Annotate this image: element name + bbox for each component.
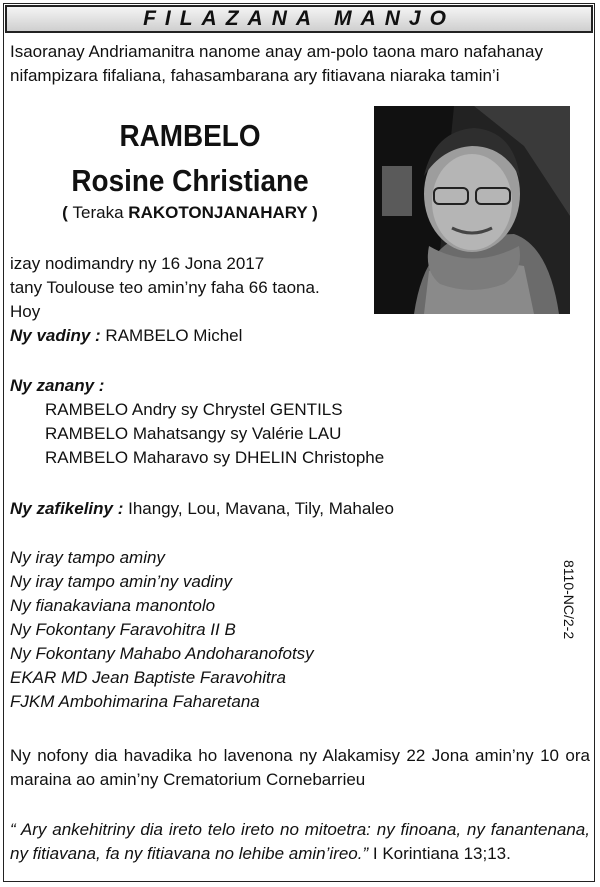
- deceased-given-names: Rosine Christiane: [71, 163, 309, 198]
- family-item: EKAR MD Jean Baptiste Faravohitra: [10, 668, 286, 687]
- hoy-label: Hoy: [10, 302, 41, 321]
- child-item: RAMBELO Mahatsangy sy Valérie LAU: [45, 424, 342, 443]
- grandchildren-line: Ny zafikeliny : Ihangy, Lou, Mavana, Tily, Mahaleo: [10, 499, 394, 518]
- deceased-surname: RAMBELO: [119, 118, 261, 153]
- death-date: izay nodimandry ny 16 Jona 2017: [10, 254, 265, 273]
- family-item: Ny fianakaviana manontolo: [10, 596, 216, 615]
- children-section: [10, 374, 384, 470]
- family-item: Ny iray tampo aminy: [10, 548, 165, 567]
- family-item: Ny iray tampo amin’ny vadiny: [10, 572, 233, 591]
- maiden-name: ( Teraka RAKOTONJANAHARY ): [62, 203, 318, 222]
- bible-verse: “ Ary ankehitriny dia ireto telo ireto no mitoetra: ny finoana, ny fanantenana, ny fitiavana, fa ny fitiavana no lehibe amin’ireo.” I Korintiana 13;13.: [10, 820, 590, 863]
- family-item: Ny Fokontany Mahabo Andoharanofotsy: [10, 644, 314, 663]
- spouse-line: Ny vadiny : RAMBELO Michel: [10, 326, 243, 345]
- intro-text: Isaoranay Andriamanitra nanome anay am-polo taona maro nafahanay nifampizara fifaliana, fahasambarana ary fitiavana niaraka tamin’i: [10, 42, 544, 85]
- children-label: Ny zanany :: [10, 376, 105, 395]
- child-item: RAMBELO Maharavo sy DHELIN Christophe: [45, 448, 385, 467]
- notice-header: [5, 5, 593, 33]
- families-list: [10, 546, 314, 714]
- deceased-portrait: [374, 106, 570, 314]
- funeral-info: Ny nofony dia havadika ho lavenona ny Alakamisy 22 Jona amin’ny 10 ora maraina ao amin’ny Crematorium Cornebarrieu: [10, 746, 590, 789]
- child-item: RAMBELO Andry sy Chrystel GENTILS: [45, 400, 343, 419]
- notice-title: FILAZANA MANJO: [143, 7, 455, 30]
- family-item: FJKM Ambohimarina Faharetana: [10, 692, 260, 711]
- reference-code: 8110-NC/2-2: [561, 560, 577, 640]
- death-info: [10, 252, 320, 348]
- family-item: Ny Fokontany Faravohitra II B: [10, 620, 236, 639]
- death-place: tany Toulouse teo amin’ny faha 66 taona.: [10, 278, 320, 297]
